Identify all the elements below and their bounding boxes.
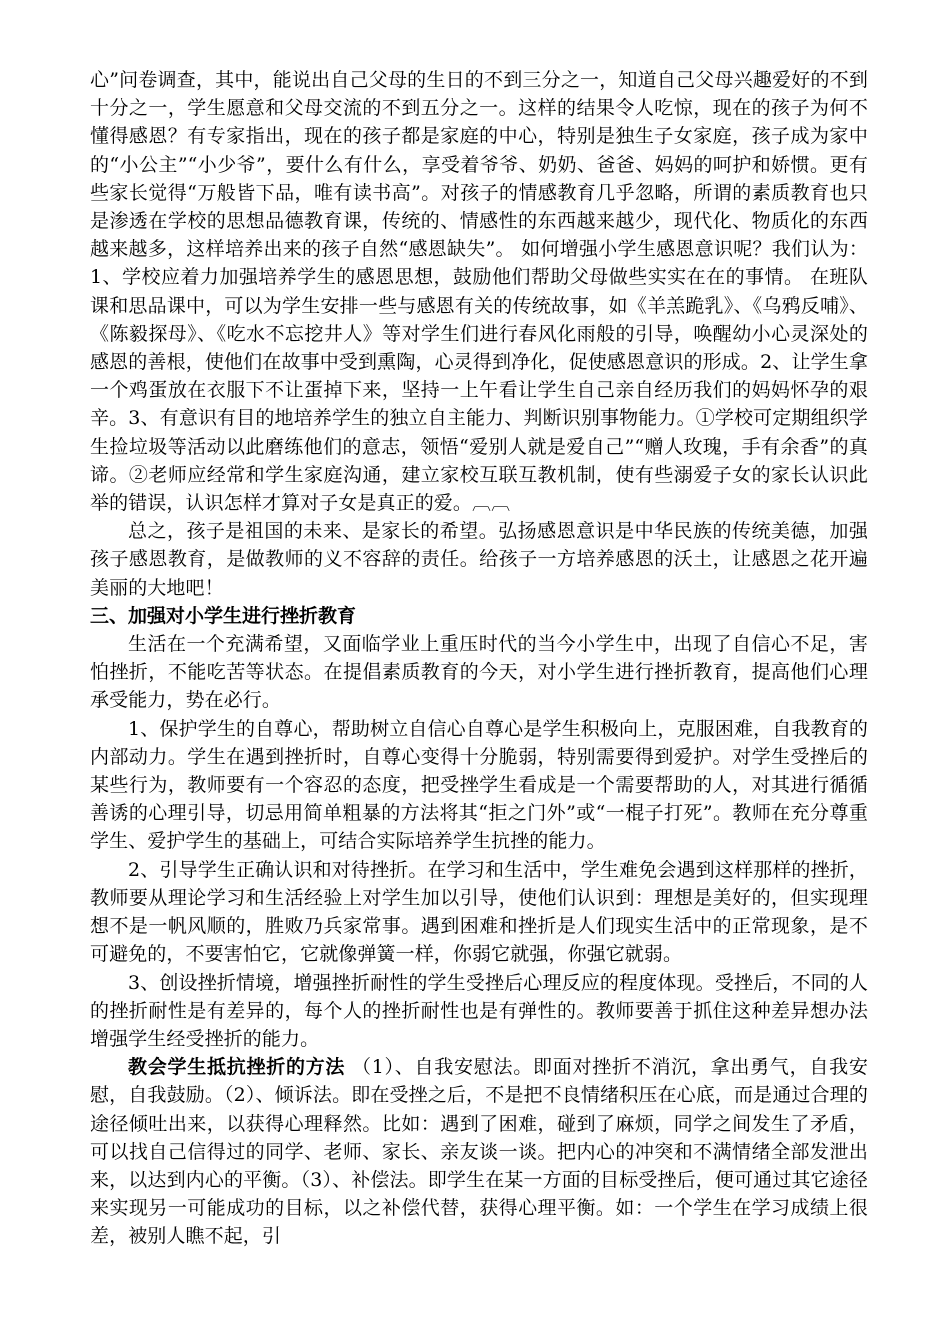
body-paragraph: 2、引导学生正确认识和对待挫折。在学习和生活中，学生难免会遇到这样那样的挫折，教师要从理论学习和生活经验上对学生加以引导，使他们认识到：理想是美好的，但实现理想不是一帆风顺的，胜败乃兵家常事。遇到困难和挫折是人们现实生活中的正常现象，是不可避免的，不要害怕它，它就像弹簧一样，你弱它就强，你强它就弱。 [90, 858, 868, 966]
methods-lead: 教会学生抵抗挫折的方法 [128, 1056, 346, 1079]
body-paragraph: 生活在一个充满希望，又面临学业上重压时代的当今小学生中，出现了自信心不足，害怕挫折，不能吃苦等状态。在提倡素质教育的今天，对小学生进行挫折教育，提高他们心理承受能力，势在必行。 [90, 633, 868, 712]
body-paragraph: 心”问卷调查，其中，能说出自己父母的生日的不到三分之一，知道自己父母兴趣爱好的不到十分之一，学生愿意和父母交流的不到五分之一。这样的结果令人吃惊，现在的孩子为何不懂得感恩？有专家指出，现在的孩子都是家庭的中心，特别是独生子女家庭，孩子成为家中的“小公主”“小少爷”，要什么有什么，享受着爷爷、奶奶、爸爸、妈妈的呵护和娇惯。更有些家长觉得“万般皆下品，唯有读书高”。对孩子的情感教育几乎忽略，所谓的素质教育也只是渗透在学校的思想品德教育课，传统的、情感性的东西越来越少，现代化、物质化的东西越来越多，这样培养出来的孩子自然“感恩缺失”。 如何增强小学生感恩意识呢？我们认为：1、学校应着力加强培养学生的感恩思想，鼓励他们帮助父母做些实实在在的事情。 在班队课和思品课中，可以为学生安排一些与感恩有关的传统故事，如《羊羔跪乳》、《乌鸦反哺》、《陈毅探母》、《吃水不忘挖井人》等对学生们进行春风化雨般的引导，唤醒幼小心灵深处的感恩的善根，使他们在故事中受到熏陶，心灵得到净化，促使感恩意识的形成。2、让学生拿一个鸡蛋放在衣服下不让蛋掉下来，坚持一上午看让学生自己亲自经历我们的妈妈怀孕的艰辛。3、有意识有目的地培养学生的独立自主能力、判断识别事物能力。①学校可定期组织学生捡垃圾等活动以此磨练他们的意志，领悟“爱别人就是爱自己”“赠人玫瑰，手有余香”的真谛。②老师应经常和学生家庭沟通，建立家校互联互教机制，使有些溺爱子女的家长认识此举的错误，认识怎样才算对子女是真正的爱。︹︹ [90, 69, 868, 515]
body-paragraph: 总之，孩子是祖国的未来、是家长的希望。弘扬感恩意识是中华民族的传统美德，加强孩子感恩教育，是做教师的义不容辞的责任。给孩子一方培养感恩的沃土，让感恩之花开遍美丽的大地吧！ [90, 520, 868, 599]
body-paragraph: 3、创设挫折情境，增强挫折耐性的学生受挫后心理反应的程度体现。受挫后，不同的人的挫折耐性是有差异的，每个人的挫折耐性也是有弹性的。教师要善于抓住这种差异想办法增强学生经受挫折的能力。 [90, 971, 868, 1050]
methods-paragraph [90, 1053, 868, 1250]
body-paragraph: 1、保护学生的自尊心，帮助树立自信心自尊心是学生积极向上，克服困难，自我教育的内部动力。学生在遇到挫折时，自尊心变得十分脆弱，特别需要得到爱护。对学生受挫后的某些行为，教师要有一个容忍的态度，把受挫学生看成是一个需要帮助的人，对其进行循循善诱的心理引导，切忌用简单粗暴的方法将其“拒之门外”或“一棍子打死”。教师在充分尊重学生、爱护学生的基础上，可结合实际培养学生抗挫的能力。 [90, 717, 868, 853]
methods-text: （1）、自我安慰法。即面对挫折不消沉，拿出勇气，自我安慰，自我鼓励。（2）、倾诉法。即在受挫之后，不是把不良情绪积压在心底，而是通过合理的途径倾吐出来，以获得心理释然。比如：遇到了困难，碰到了麻烦，同学之间发生了矛盾，可以找自己信得过的同学、老师、家长、亲友谈一谈。把内心的冲突和不满情绪全部发泄出来，以达到内心的平衡。（3）、补偿法。即学生在某一方面的目标受挫后，便可通过其它途径来实现另一可能成功的目标，以之补偿代替，获得心理平衡。如：一个学生在学习成绩上很差，被别人瞧不起，引 [90, 1056, 868, 1248]
section-heading: 三、加强对小学生进行挫折教育 [90, 604, 357, 627]
